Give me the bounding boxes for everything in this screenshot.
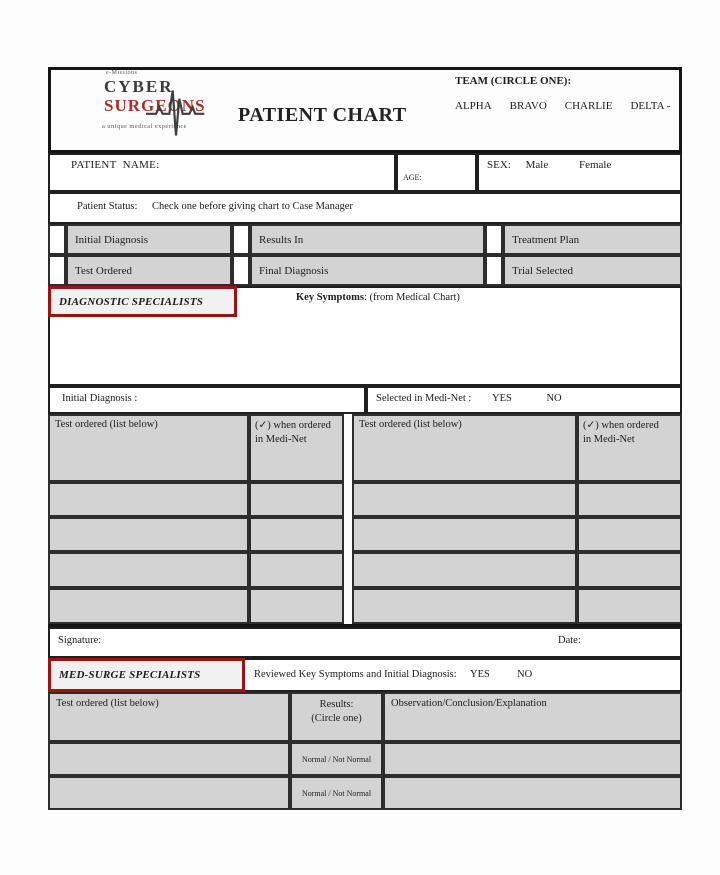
test-entry-cell[interactable]: [48, 517, 249, 552]
initial-diagnosis-label: Initial Diagnosis :: [62, 393, 138, 404]
check-entry-cell[interactable]: [249, 588, 344, 624]
page-title: PATIENT CHART: [238, 104, 407, 126]
sex-option-female[interactable]: Female: [578, 159, 612, 171]
check-col-line2: in Medi-Net: [255, 433, 307, 445]
patient-status-instruction: Check one before giving chart to Case Manager: [152, 201, 353, 212]
result-option-cell[interactable]: Normal / Not Normal: [290, 742, 383, 776]
bottom-test-entry-cell[interactable]: [48, 776, 290, 810]
check-entry-cell[interactable]: [577, 552, 682, 588]
check-col-line1: (✓) when ordered: [255, 420, 331, 431]
check-col-line1: (✓) when ordered: [583, 420, 659, 431]
mednet-label: Selected in Medi-Net :: [376, 393, 472, 404]
test-table-header-check-left: [249, 414, 344, 482]
logo-surgeons-text: SURGEONS: [104, 96, 206, 115]
status-label-treatment-plan: Treatment Plan: [503, 224, 682, 255]
medsurge-yes-option[interactable]: YES: [470, 669, 490, 680]
bottom-table-header-test: Test ordered (list below): [48, 692, 290, 742]
test-table-header-test-left: Test ordered (list below): [48, 414, 249, 482]
status-label-initial-diagnosis: Initial Diagnosis: [66, 224, 232, 255]
team-option-charlie[interactable]: CHARLIE: [564, 100, 613, 112]
date-field[interactable]: Date:: [558, 635, 581, 646]
status-checkbox[interactable]: [485, 224, 503, 255]
initial-diagnosis-field[interactable]: [48, 386, 366, 414]
results-line1: Results:: [319, 699, 354, 710]
signature-row: [48, 627, 682, 658]
age-field[interactable]: [396, 153, 477, 192]
logo-emissions-text: e-Missions: [106, 70, 138, 76]
key-symptoms-header: [296, 292, 460, 303]
observation-entry-cell[interactable]: [383, 742, 682, 776]
test-entry-cell[interactable]: [352, 588, 577, 624]
status-label-test-ordered: Test Ordered: [66, 255, 232, 286]
team-circle-one-label: TEAM (CIRCLE ONE):: [455, 75, 572, 87]
results-line2: (Circle one): [311, 713, 362, 725]
sex-option-male[interactable]: Male: [525, 159, 549, 171]
mednet-no-option[interactable]: NO: [546, 393, 562, 404]
mednet-selected-row: [366, 386, 682, 414]
test-entry-cell[interactable]: [352, 482, 577, 517]
check-entry-cell[interactable]: [249, 552, 344, 588]
logo-cyber-text: CYBER: [104, 77, 174, 96]
ekg-heartbeat-icon: [146, 84, 206, 142]
key-symptoms-label: Key Symptoms: [296, 292, 364, 303]
check-entry-cell[interactable]: [249, 482, 344, 517]
signature-field[interactable]: Signature:: [58, 635, 102, 646]
logo-tagline: a unique medical experience: [102, 123, 187, 130]
diagnostic-specialists-title: DIAGNOSTIC SPECIALISTS: [48, 286, 237, 317]
test-entry-cell[interactable]: [48, 482, 249, 517]
medsurge-review-label: Reviewed Key Symptoms and Initial Diagnosis:: [254, 669, 457, 680]
status-label-results-in: Results In: [250, 224, 485, 255]
status-label-trial-selected: Trial Selected: [503, 255, 682, 286]
patient-name-field[interactable]: [48, 153, 396, 192]
sex-label: SEX:: [487, 159, 511, 171]
patient-status-label: Patient Status:: [77, 201, 138, 212]
check-entry-cell[interactable]: [249, 517, 344, 552]
test-entry-cell[interactable]: [48, 588, 249, 624]
bottom-table-header-results: [290, 692, 383, 742]
status-checkbox[interactable]: [48, 255, 66, 286]
status-checkbox[interactable]: [48, 224, 66, 255]
team-options: [455, 100, 670, 112]
test-table-header-test-right: Test ordered (list below): [352, 414, 577, 482]
status-label-final-diagnosis: Final Diagnosis: [250, 255, 485, 286]
test-entry-cell[interactable]: [48, 552, 249, 588]
age-label: AGE:: [403, 173, 422, 182]
medsurge-no-option[interactable]: NO: [517, 669, 533, 680]
team-option-delta[interactable]: DELTA -: [630, 100, 671, 112]
test-entry-cell[interactable]: [352, 552, 577, 588]
status-checkbox[interactable]: [232, 255, 250, 286]
bottom-table-header-observation: Observation/Conclusion/Explanation: [383, 692, 682, 742]
check-entry-cell[interactable]: [577, 517, 682, 552]
team-option-alpha[interactable]: ALPHA: [455, 100, 492, 112]
patient-name-label: PATIENT NAME:: [71, 159, 160, 171]
check-entry-cell[interactable]: [577, 588, 682, 624]
check-col-line2: in Medi-Net: [583, 433, 635, 445]
mednet-yes-option[interactable]: YES: [491, 393, 512, 404]
medsurge-specialists-title: MED-SURGE SPECIALISTS: [48, 658, 245, 692]
result-option-cell[interactable]: Normal / Not Normal: [290, 776, 383, 810]
test-table-header-check-right: [577, 414, 682, 482]
key-symptoms-note: : (from Medical Chart): [363, 292, 460, 303]
observation-entry-cell[interactable]: [383, 776, 682, 810]
patient-status-row: [48, 192, 682, 224]
test-entry-cell[interactable]: [352, 517, 577, 552]
status-checkbox[interactable]: [485, 255, 503, 286]
team-option-bravo[interactable]: BRAVO: [509, 100, 547, 112]
status-checkbox[interactable]: [232, 224, 250, 255]
check-entry-cell[interactable]: [577, 482, 682, 517]
sex-field[interactable]: [477, 153, 682, 192]
bottom-test-entry-cell[interactable]: [48, 742, 290, 776]
